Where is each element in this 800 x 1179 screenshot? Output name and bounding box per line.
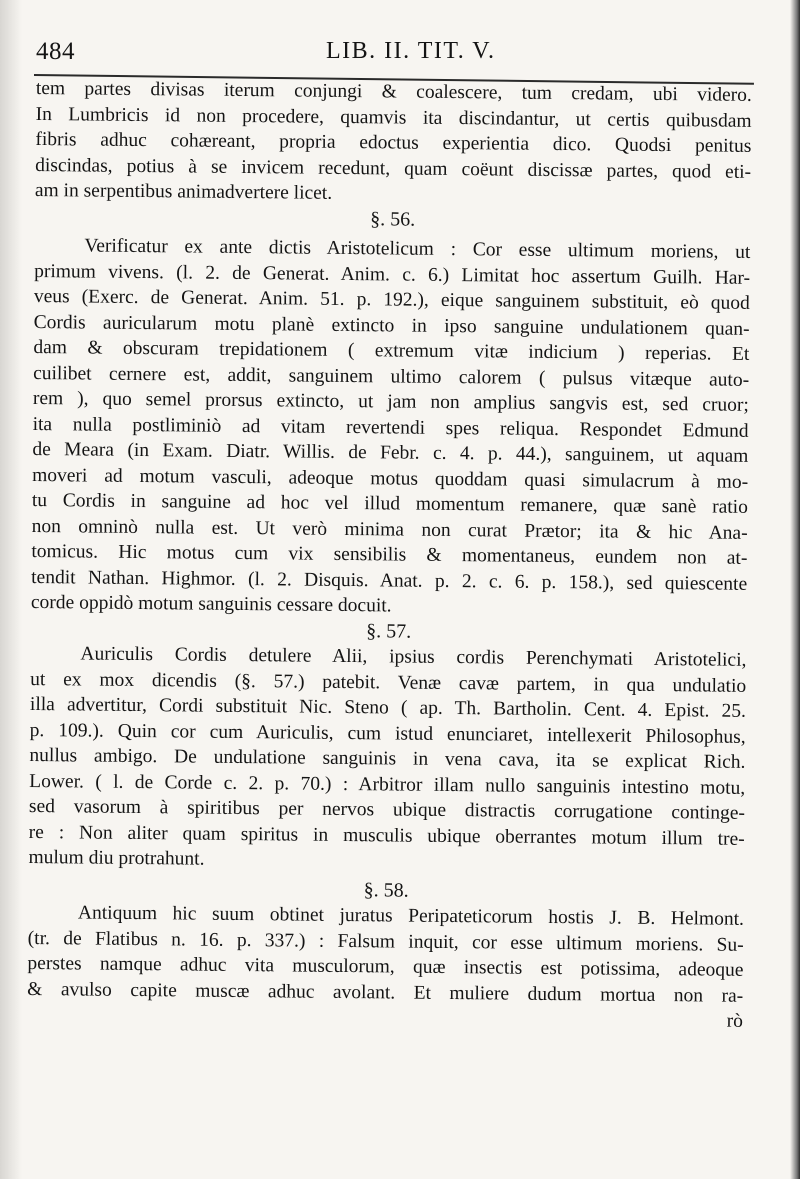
text-line: p. 109.). Quin cor cum Auriculis, cum istud enunciaret, intellexerit Philosophus, (29, 719, 746, 748)
section-heading: §. 57. (366, 619, 412, 643)
section-heading: §. 56. (370, 207, 416, 231)
text-line: Cordis auricularum motu planè extincto in ipso sanguine undulationem quan- (33, 311, 750, 340)
text-line: illa advertitur, Cordi substituit Nic. Steno ( ap. Th. Bartholin. Cent. 4. Epist. 25. (29, 693, 747, 722)
text-line: Antiquum hic suum obtinet juratus Peripateticorum hostis J. B. Helmont. (77, 902, 745, 930)
text-line: re : Non aliter quam spiritus in musculis ubique oberrantes motum illum tre- (28, 821, 745, 850)
text-line: (tr. de Flatibus n. 16. p. 337.) : Falsum inquit, cor esse ultimum moriens. Su- (27, 927, 744, 956)
page-edge (790, 0, 800, 1179)
gutter-shadow (0, 0, 22, 1179)
text-line: am in serpentibus animadvertere licet. (34, 179, 333, 204)
text-line: Verificatur ex ante dictis Aristotelicum : Cor esse ultimum moriens, ut (84, 235, 751, 263)
paragraph (35, 76, 752, 210)
text-line: cuilibet cernere est, addit, sanguinem ultimo calorem ( pulsus vitæque auto- (33, 362, 750, 391)
section-heading: §. 58. (363, 878, 409, 902)
text-line: In Lumbricis id non procedere, quamvis ita discindantur, ut certis quibusdam (35, 103, 752, 132)
text-line: rem ), quo semel prorsus extincto, ut jam non amplius sangvis est, sed cruor; (32, 387, 749, 416)
body-text (27, 76, 752, 1034)
text-line: moveri ad motum vasculi, adeoque motus quoddam quasi simulacrum à mo- (32, 464, 749, 493)
text-line: non omninò nulla est. Ut verò minima non curat Prætor; ita & hic Ana- (31, 515, 748, 544)
text-line: nullus ambigo. De undulatione sanguinis in vena cava, ita se explicat Rich. (29, 744, 746, 773)
text-line: ut ex mox dicendis (§. 57.) patebit. Venæ cavæ partem, in qua undulatio (30, 668, 747, 697)
text-line: tendit Nathan. Highmor. (l. 2. Disquis. Anat. p. 2. c. 6. p. 158.), sed quiescente (31, 566, 748, 595)
text-line: Auriculis Cordis detulere Alii, ipsius cordis Perenchymati Aristotelici, (80, 643, 747, 671)
text-line: tomicus. Hic motus cum vix sensibilis & momentaneus, eundem non at- (31, 540, 748, 569)
paragraph (31, 233, 751, 622)
text-line: dam & obscuram trepidationem ( extremum vitæ indicium ) reperias. Et (33, 336, 750, 365)
text-line: fibris adhuc cohæreant, propria edoctus experientia dico. Quodsi penitus (35, 128, 752, 157)
text-line: tu Cordis in sanguine ad hoc vel illud momentum remanere, quæ sanè ratio (31, 489, 748, 518)
paragraph (27, 900, 744, 1034)
text-line: primum vivens. (l. 2. de Generat. Anim. c. 6.) Limitat hoc assertum Guilh. Har- (34, 260, 751, 289)
catchword: rò (726, 1010, 744, 1032)
text-line: corde oppidò motum sanguinis cessare docuit. (30, 591, 392, 617)
text-line: mulum diu protrahunt. (28, 846, 205, 870)
text-line: Lower. ( l. de Corde c. 2. p. 70.) : Arbitror illam nullo sanguinis intestino motu, (29, 770, 746, 799)
text-line: ita nulla postliminiò ad vitam revertendi spes reliqua. Respondet Edmund (32, 413, 749, 442)
text-line: discindas, potius à se invicem recedunt, quam coëunt discissæ partes, quod eti- (35, 154, 752, 183)
text-line: perstes namque adhuc vita musculorum, quæ insectis est potissima, adeoque (27, 952, 744, 981)
running-head: LIB. II. TIT. V. (326, 38, 496, 64)
text-line: & avulso capite muscæ adhuc avolant. Et muliere dudum mortua non ra- (27, 978, 744, 1007)
text-line: tem partes divisas iterum conjungi & coalescere, tum credam, ubi videro. (35, 77, 752, 106)
text-line: de Meara (in Exam. Diatr. Willis. de Febr. c. 4. p. 44.), sanguinem, ut aquam (32, 438, 749, 467)
paragraph (28, 641, 746, 877)
page-header (36, 38, 766, 74)
text-line: sed vasorum à spiritibus per nervos ubique distractis corrugatione continge- (28, 795, 746, 824)
page-number: 484 (36, 38, 75, 65)
text-line: veus (Exerc. de Generat. Anim. 51. p. 192.), eique sanguinem substituit, eò quod (33, 285, 750, 314)
